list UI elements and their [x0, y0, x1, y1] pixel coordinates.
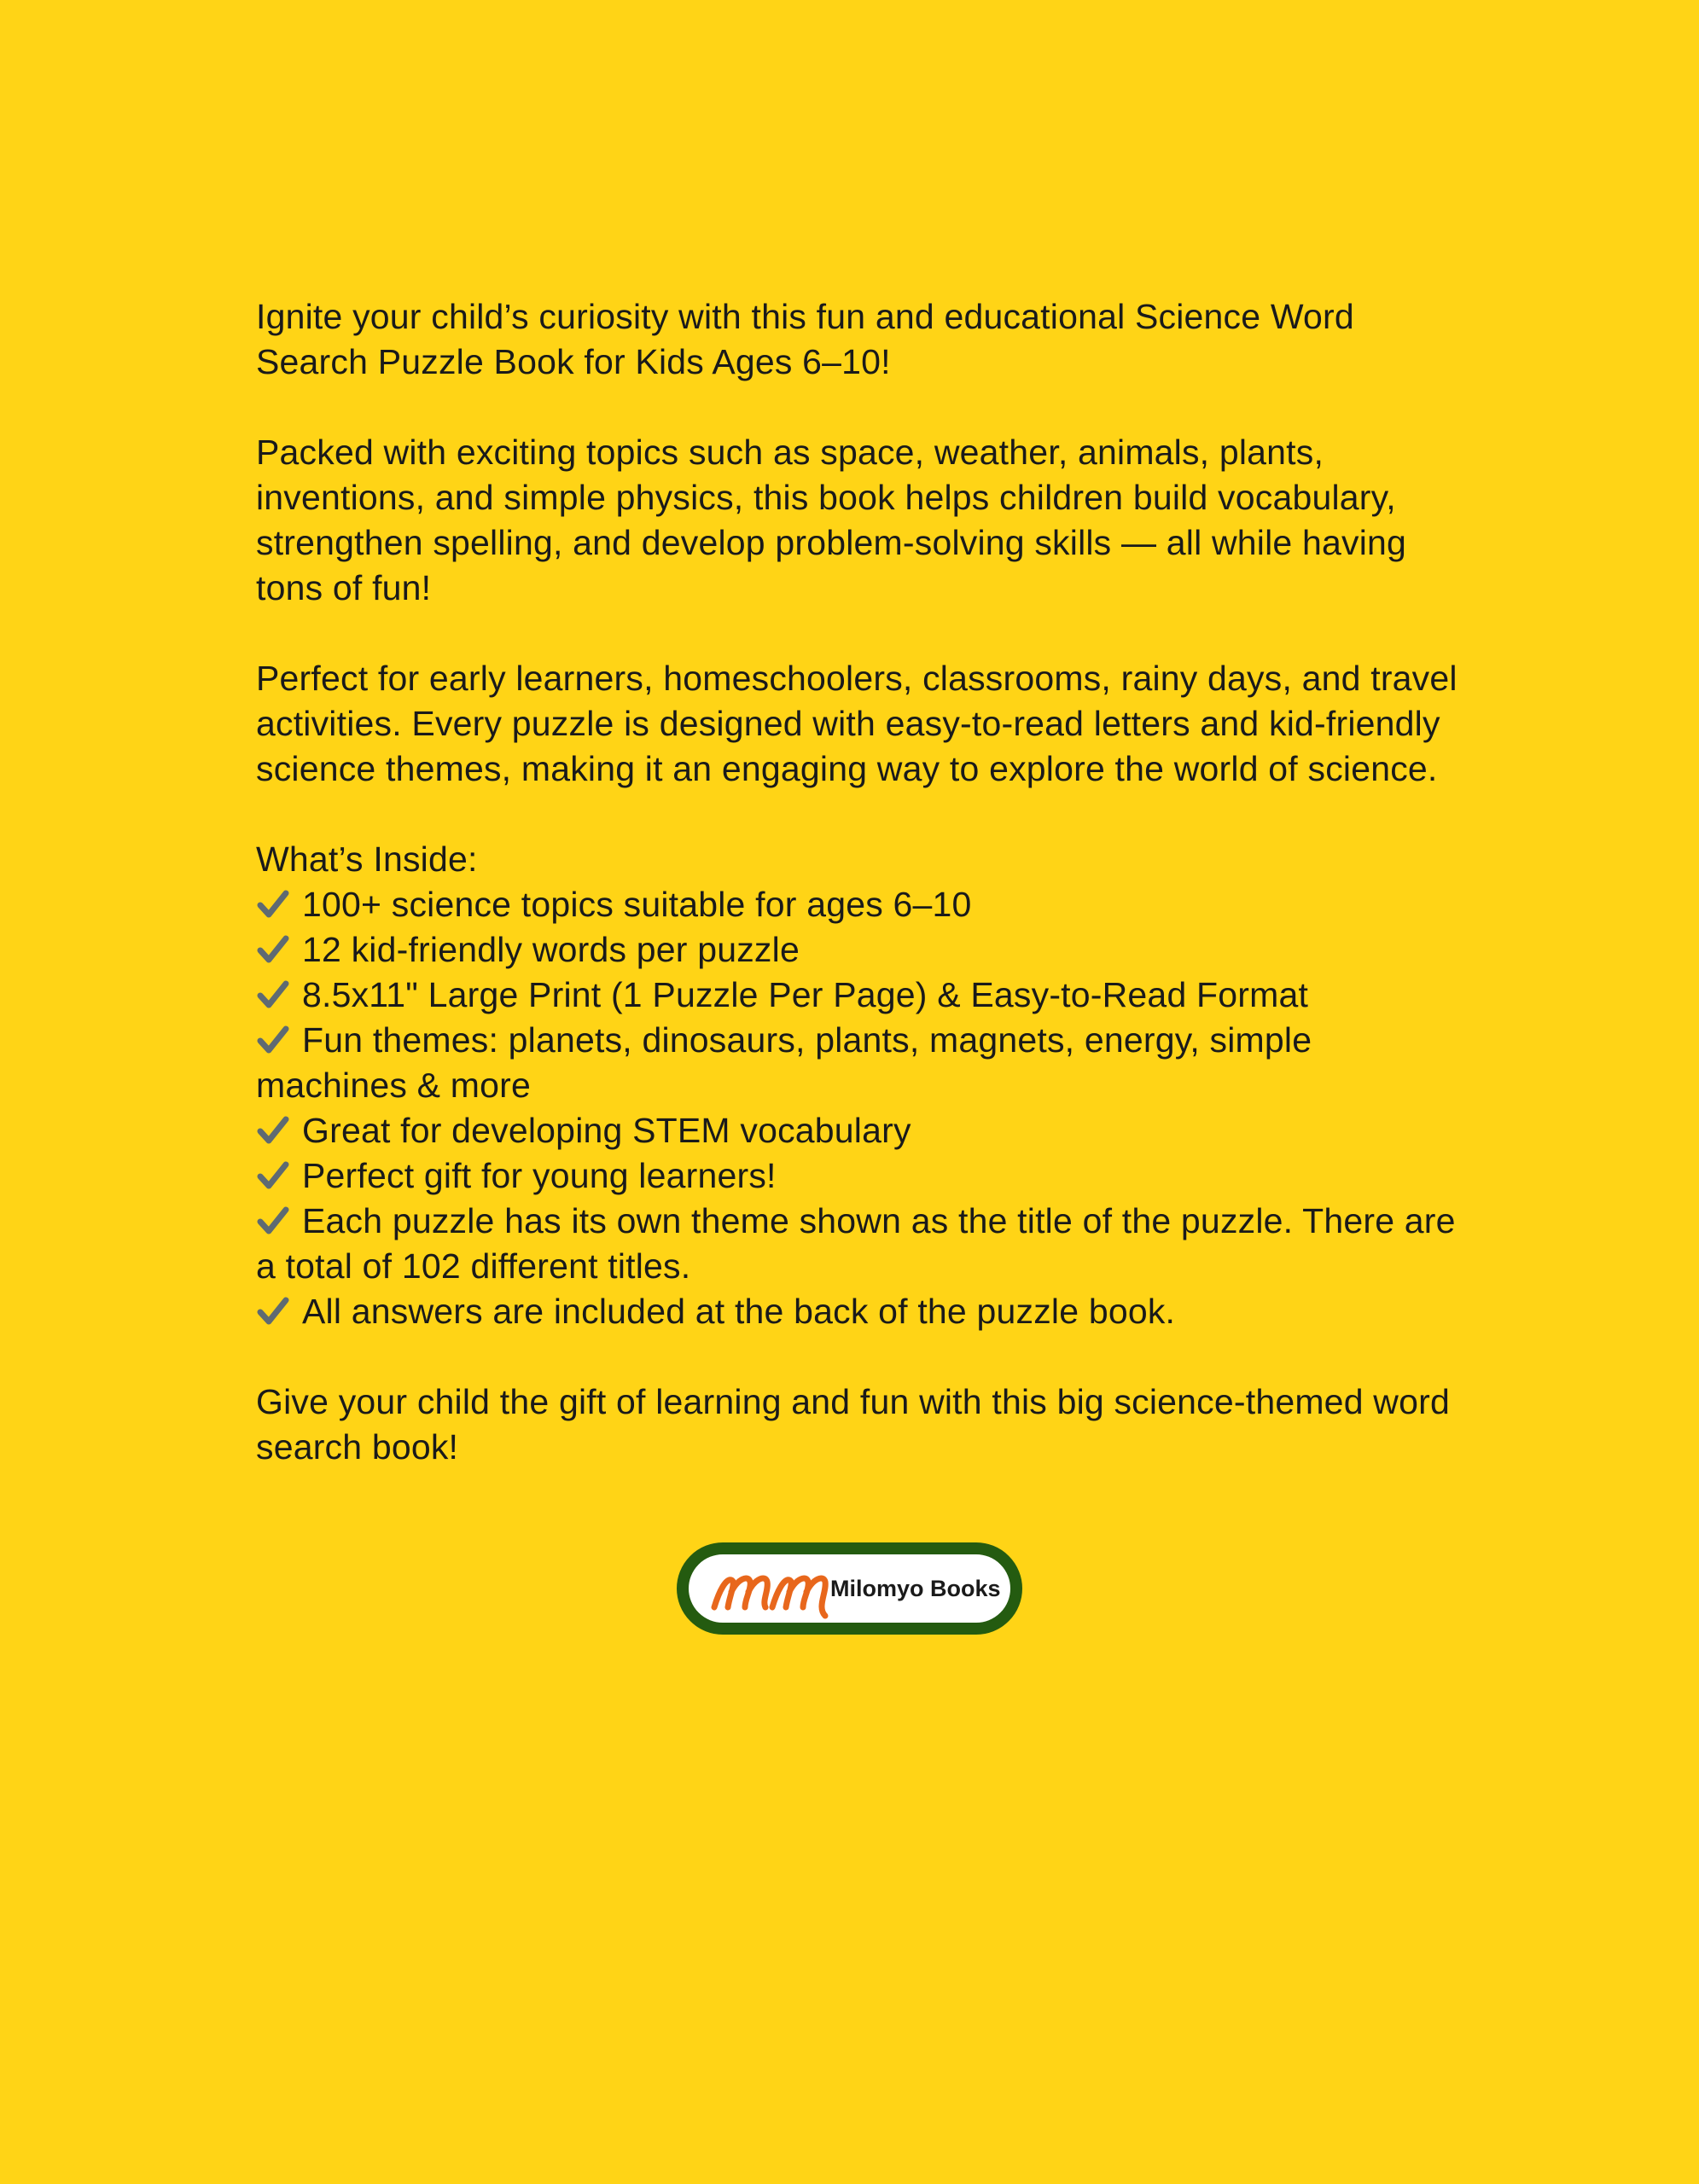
- intro-paragraph: Ignite your child’s curiosity with this fun and educational Science Word Search Puzzle Book for Kids Ages 6–10!: [256, 297, 1354, 381]
- check-mark-icon: [256, 1204, 290, 1238]
- whats-inside-heading: What’s Inside:: [256, 839, 478, 879]
- feature-text: Perfect gift for young learners!: [302, 1156, 777, 1195]
- publisher-name: Milomyo Books: [830, 1575, 1001, 1601]
- feature-text: Great for developing STEM vocabulary: [302, 1111, 911, 1150]
- check-mark-icon: [256, 1113, 290, 1147]
- feature-text: 100+ science topics suitable for ages 6–10: [302, 885, 972, 924]
- feature-text: All answers are included at the back of the puzzle book.: [302, 1292, 1176, 1331]
- feature-item: [256, 927, 1468, 973]
- audience-paragraph: Perfect for early learners, homeschoolers, classrooms, rainy days, and travel activities. Every puzzle is designed with easy-to-read letters and kid-friendly science themes, making it an engaging way to explore the world of science.: [256, 659, 1458, 788]
- publisher-logo: [677, 1542, 1022, 1635]
- feature-item: [256, 1289, 1468, 1334]
- check-mark-icon: [256, 1159, 290, 1193]
- check-mark-icon: [256, 1294, 290, 1328]
- feature-item: [256, 1199, 1468, 1289]
- features-list: [256, 882, 1468, 1334]
- feature-text: Fun themes: planets, dinosaurs, plants, magnets, energy, simple machines & more: [256, 1020, 1312, 1105]
- feature-text: 8.5x11" Large Print (1 Puzzle Per Page) & Easy-to-Read Format: [302, 975, 1309, 1014]
- feature-item: [256, 882, 1468, 927]
- check-mark-icon: [256, 1023, 290, 1057]
- feature-text: Each puzzle has its own theme shown as the title of the puzzle. There are a total of 102 different titles.: [256, 1201, 1456, 1286]
- closing-paragraph: Give your child the gift of learning and fun with this big science-themed word search book!: [256, 1382, 1450, 1467]
- feature-text: 12 kid-friendly words per puzzle: [302, 930, 800, 969]
- check-mark-icon: [256, 932, 290, 967]
- feature-item: [256, 1108, 1468, 1153]
- back-cover-description: [256, 294, 1468, 1470]
- check-mark-icon: [256, 978, 290, 1012]
- check-mark-icon: [256, 887, 290, 921]
- feature-item: [256, 1018, 1468, 1108]
- feature-item: [256, 1153, 1468, 1199]
- feature-item: [256, 973, 1468, 1018]
- topics-paragraph: Packed with exciting topics such as space, weather, animals, plants, inventions, and simple physics, this book helps children build vocabulary, strengthen spelling, and develop problem-solving skills — all while having tons of fun!: [256, 433, 1407, 607]
- mm-monogram-icon: [706, 1554, 834, 1623]
